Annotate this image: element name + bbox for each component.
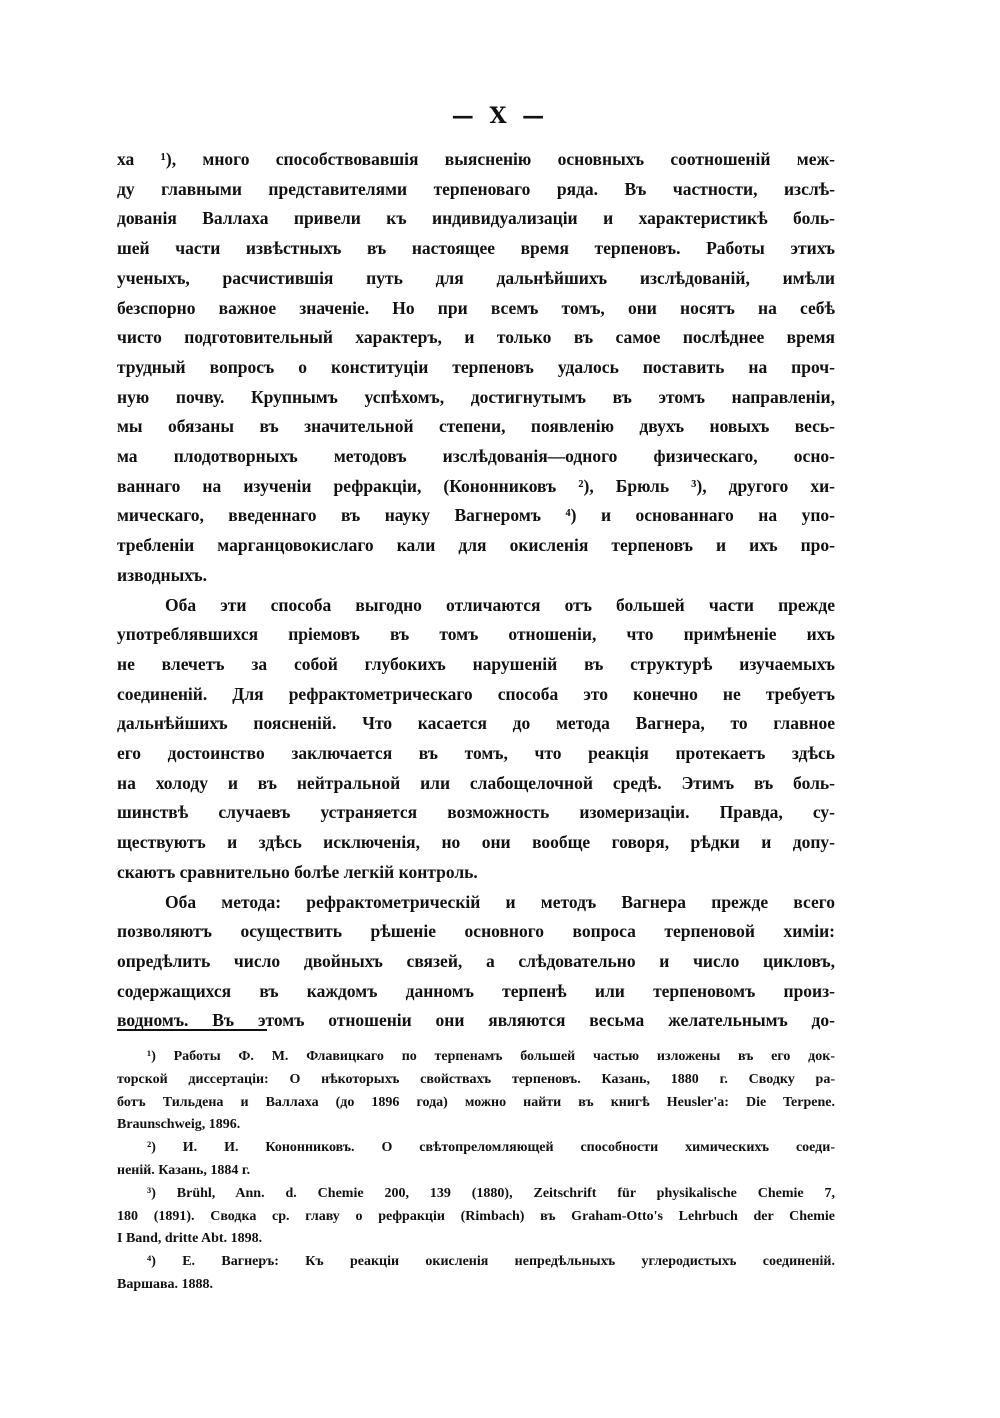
- text-line: ма плодотворныхъ методовъ изслѣдованія—одного физическаго, осно-: [117, 446, 835, 467]
- page-number: — X —: [451, 103, 549, 129]
- footnote-line: неній. Казань, 1884 г.: [117, 1162, 251, 1178]
- text-line: Оба метода: рефрактометрическій и методъ Вагнера прежде всего: [165, 891, 835, 912]
- text-line: позволяютъ осуществить рѣшеніе основного вопроса терпеновой химіи:: [117, 921, 835, 942]
- text-line: мическаго, введеннаго въ науку Вагнеромъ ⁴) и основаннаго на упо-: [117, 505, 835, 526]
- text-line: ду главными представителями терпеноваго ряда. Въ частности, изслѣ-: [117, 178, 835, 199]
- text-line: ную почву. Крупнымъ успѣхомъ, достигнутымъ въ этомъ направленіи,: [117, 386, 835, 407]
- text-line: ваннаго на изученіи рефракціи, (Кононниковъ ²), Брюль ³), другого хи-: [117, 475, 835, 496]
- text-line: соединеній. Для рефрактометрическаго способа это конечно не требуетъ: [117, 683, 835, 704]
- paragraph-2: [117, 591, 835, 888]
- text-line: употреблявшихся пріемовъ въ томъ отношеніи, что примѣненіе ихъ: [117, 624, 835, 645]
- text-line: его достоинство заключается въ томъ, что реакція протекаетъ здѣсь: [117, 743, 835, 764]
- text-line: скаютъ сравнительно болѣе легкій контроль.: [117, 861, 478, 882]
- text-line: трудный вопросъ о конституціи терпеновъ удалось поставить на проч-: [117, 356, 835, 377]
- text-line: опредѣлить число двойныхъ связей, а слѣдовательно и число цикловъ,: [117, 950, 835, 971]
- text-line: содержащихся въ каждомъ данномъ терпенѣ или терпеновомъ произ-: [117, 980, 835, 1001]
- footnote-line: I Band, dritte Abt. 1898.: [117, 1231, 263, 1247]
- text-line: требленіи марганцовокислаго кали для окисленія терпеновъ и ихъ про-: [117, 535, 835, 556]
- text-line: Оба эти способа выгодно отличаются отъ большей части прежде: [165, 594, 835, 615]
- text-line: ученыхъ, расчистившія путь для дальнѣйшихъ изслѣдованій, имѣли: [117, 267, 835, 288]
- footnote-4: [117, 1251, 835, 1297]
- footnote-3: [117, 1183, 835, 1251]
- text-line: шинствѣ случаевъ устраняется возможность изомеризаціи. Правда, су-: [117, 802, 835, 823]
- body-text: [117, 145, 835, 1036]
- footnotes: [117, 1046, 835, 1297]
- footnote-line: ¹) Работы Ф. М. Флавицкаго по терпенамъ большей частью изложены въ его док-: [147, 1049, 835, 1064]
- footnote-line: Braunschweig, 1896.: [117, 1117, 241, 1133]
- text-line: чисто подготовительный характеръ, и только въ самое послѣднее время: [117, 327, 835, 348]
- text-line: шей части извѣстныхъ въ настоящее время терпеновъ. Работы этихъ: [117, 238, 835, 259]
- footnote-line: 180 (1891). Сводка ср. главу о рефракціи (Rimbach) въ Graham-Otto's Lehrbuch der Chemie: [117, 1208, 835, 1224]
- text-line: безспорно важное значеніе. Но при всемъ томъ, они носятъ на себѣ: [117, 297, 835, 318]
- text-line: ха ¹), много способствовавшія выясненію основныхъ соотношеній меж-: [117, 149, 835, 169]
- footnote-line: торской диссертаціи: О нѣкоторыхъ свойствахъ терпеновъ. Казань, 1880 г. Сводку ра-: [117, 1071, 835, 1087]
- footnote-line: Варшава. 1888.: [117, 1276, 214, 1292]
- paragraph-1: [117, 145, 835, 591]
- footnote-line: ³) Brühl, Ann. d. Chemie 200, 139 (1880), Zeitschrift für physikalische Chemie 7,: [147, 1185, 835, 1201]
- footnote-2: [117, 1137, 835, 1183]
- text-line: мы обязаны въ значительной степени, появленію двухъ новыхъ весь-: [117, 416, 835, 437]
- footnote-divider: [117, 1029, 267, 1031]
- text-line: не влечетъ за собой глубокихъ нарушеній въ структурѣ изучаемыхъ: [117, 653, 835, 674]
- text-line: дованія Валлаха привели къ индивидуализаціи и характеристикѣ боль-: [117, 208, 835, 229]
- footnote-line: ²) И. И. Кононниковъ. О свѣтопреломляющей способности химическихъ соеди-: [147, 1140, 835, 1156]
- text-line: ществуютъ и здѣсь исключенія, но они вообще говоря, рѣдки и допу-: [117, 832, 835, 853]
- footnote-line: ботъ Тильдена и Валлаха (до 1896 года) можно найти въ книгѣ Heusler'a: Die Terpene.: [117, 1094, 835, 1110]
- paragraph-3: [117, 888, 835, 1037]
- text-line: изводныхъ.: [117, 564, 207, 585]
- text-line: водномъ. Въ этомъ отношеніи они являются весьма желательнымъ до-: [117, 1010, 835, 1031]
- footnote-line: ⁴) Е. Вагнеръ: Къ реакціи окисленія непредѣльныхъ углеродистыхъ соединеній.: [147, 1254, 835, 1270]
- text-line: дальнѣйшихъ поясненій. Что касается до метода Вагнера, то главное: [117, 713, 835, 734]
- footnote-1: [117, 1046, 835, 1137]
- text-line: на холоду и въ нейтральной или слабощелочной средѣ. Этимъ въ боль-: [117, 772, 835, 793]
